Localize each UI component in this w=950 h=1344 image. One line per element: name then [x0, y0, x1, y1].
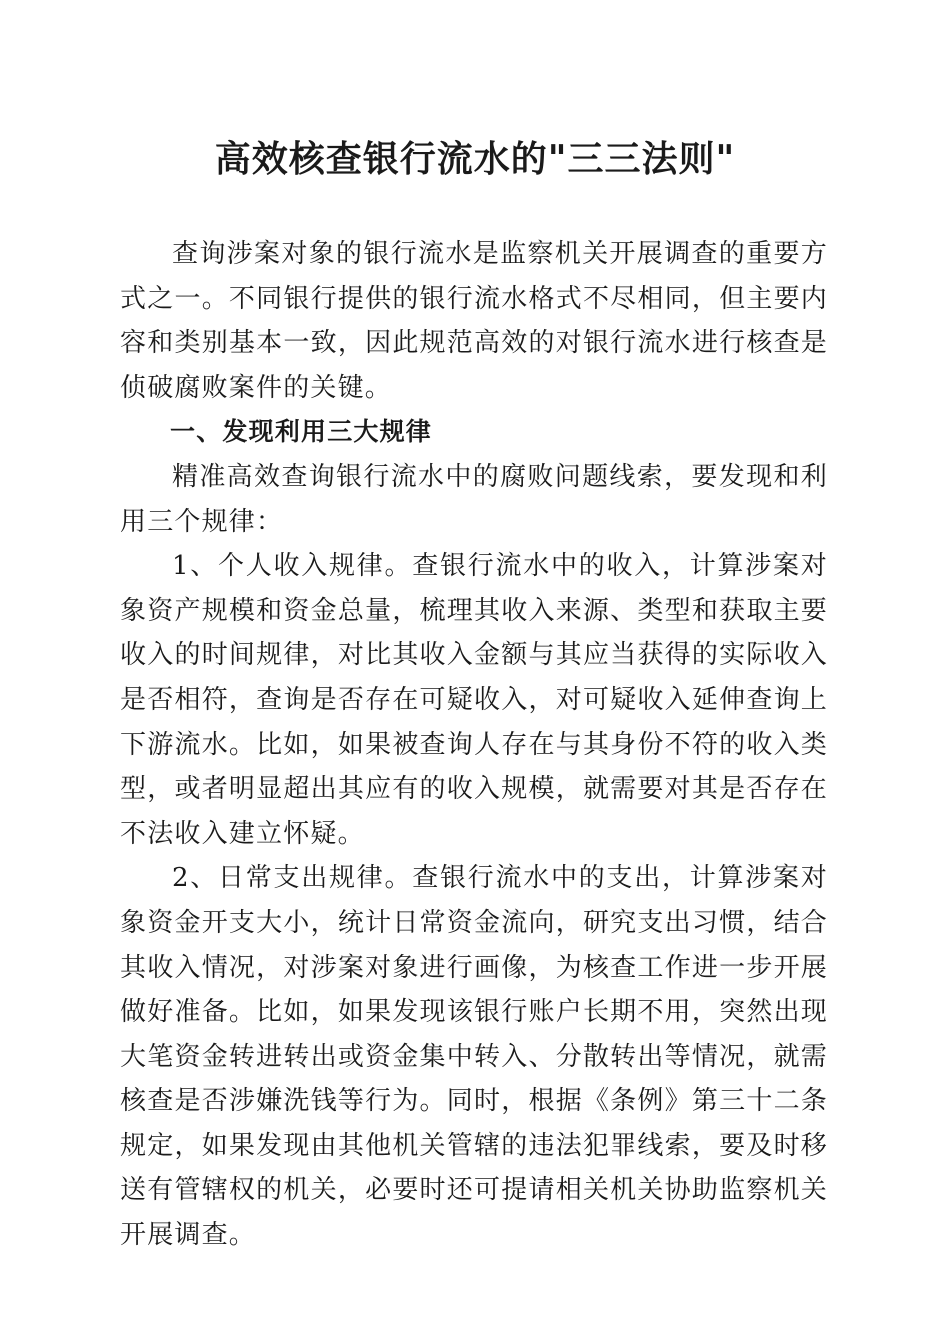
intro-paragraph: 查询涉案对象的银行流水是监察机关开展调查的重要方式之一。不同银行提供的银行流水格式不尽相同，但主要内容和类别基本一致，因此规范高效的对银行流水进行核查是侦破腐败案件的关键。	[120, 239, 828, 403]
rule-expense-paragraph: 2、日常支出规律。查银行流水中的支出，计算涉案对象资金开支大小，统计日常资金流向，研究支出习惯，结合其收入情况，对涉案对象进行画像，为核查工作进一步开展做好准备。比如，如果发现该银行账户长期不用，突然出现大笔资金转进转出或资金集中转入、分散转出等情况，就需核查是否涉嫌洗钱等行为。同时，根据《条例》第三十二条规定，如果发现由其他机关管辖的违法犯罪线索，要及时移送有管辖权的机关，必要时还可提请相关机关协助监察机关开展调查。	[120, 863, 828, 1251]
section-heading: 一、发现利用三大规律	[170, 417, 433, 447]
document-title: 高效核查银行流水的"三三法则"	[214, 138, 736, 180]
document-body	[120, 232, 828, 1258]
rule-income-paragraph: 1、个人收入规律。查银行流水中的收入，计算涉案对象资产规模和资金总量，梳理其收入来源、类型和获取主要收入的时间规律，对比其收入金额与其应当获得的实际收入是否相符，查询是否存在可疑收入，对可疑收入延伸查询上下游流水。比如，如果被查询人存在与其身份不符的收入类型，或者明显超出其应有的收入规模，就需要对其是否存在不法收入建立怀疑。	[120, 551, 828, 849]
section-lead-paragraph: 精准高效查询银行流水中的腐败问题线索，要发现和利用三个规律：	[120, 461, 828, 537]
